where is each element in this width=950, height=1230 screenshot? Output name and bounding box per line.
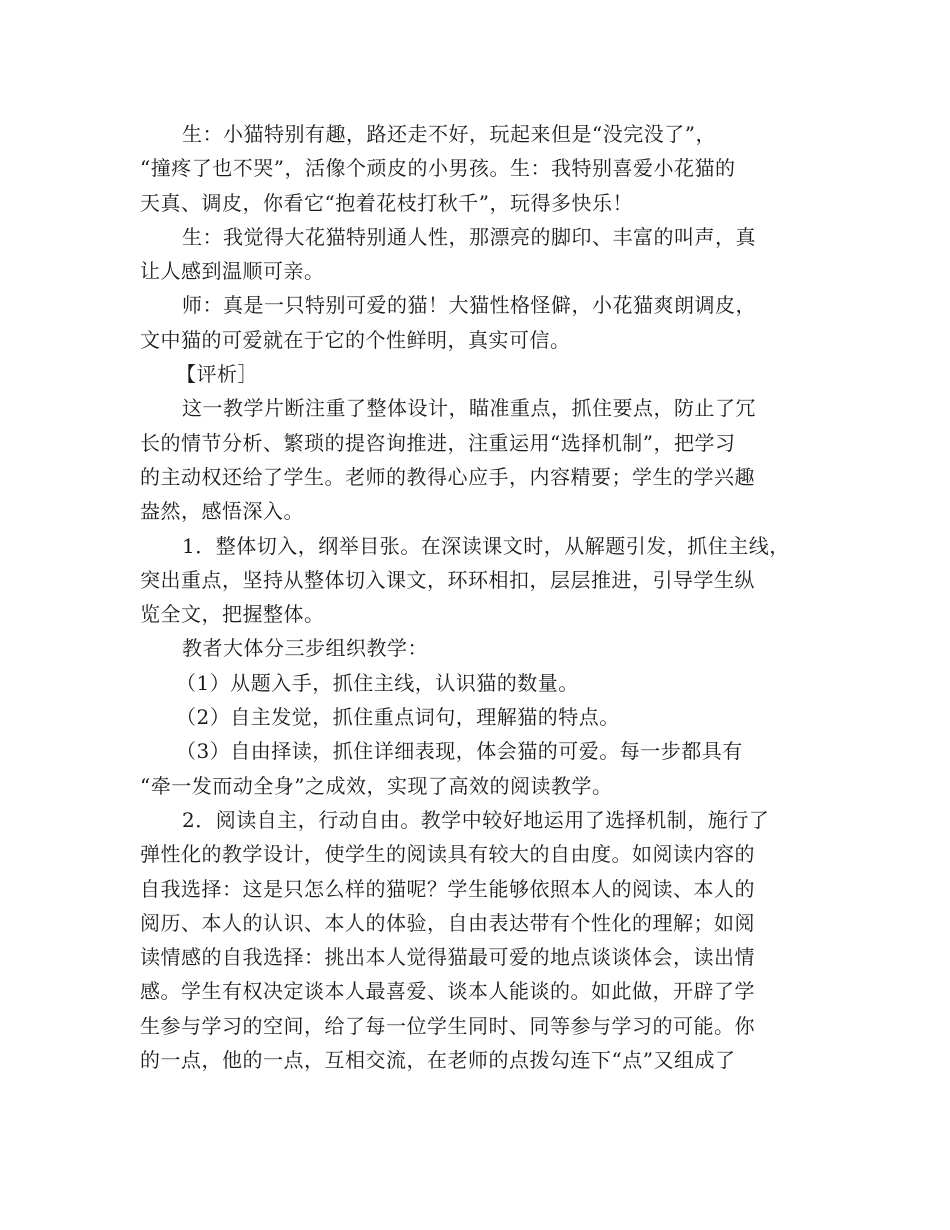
paragraph-line: 的一点，他的一点，互相交流，在老师的点拨勾连下“点”又组成了 bbox=[140, 1048, 736, 1073]
list-item: （2）自主发觉，抓住重点词句，理解猫的特点。 bbox=[176, 705, 620, 730]
paragraph-line: 长的情节分析、繁琐的提咨询推进，注重运用“选择机制”，把学习 bbox=[140, 430, 736, 455]
paragraph-line: 1．整体切入，纲举目张。在深读课文时，从解题引发，抓住主线， bbox=[182, 533, 790, 558]
paragraph-line: 弹性化的教学设计，使学生的阅读具有较大的自由度。如阅读内容的 bbox=[140, 842, 755, 867]
paragraph-line: 让人感到温顺可亲。 bbox=[140, 259, 325, 284]
paragraph-line: 教者大体分三步组织教学： bbox=[182, 636, 428, 661]
paragraph-line: 览全文，把握整体。 bbox=[140, 602, 325, 627]
paragraph-line: 自我选择：这是只怎么样的猫呢？学生能够依照本人的阅读、本人的 bbox=[140, 876, 755, 901]
paragraph-line: “撞疼了也不哭”，活像个顽皮的小男孩。生：我特别喜爱小花猫的 bbox=[140, 156, 736, 181]
paragraph-line: 阅历、本人的认识、本人的体验，自由表达带有个性化的理解；如阅 bbox=[140, 910, 755, 935]
paragraph-line: 生：我觉得大花猫特别通人性，那漂亮的脚印、丰富的叫声，真 bbox=[182, 224, 756, 249]
paragraph-line: 的主动权还给了学生。老师的教得心应手，内容精要；学生的学兴趣 bbox=[140, 464, 755, 489]
list-item: （3）自由择读，抓住详细表现，体会猫的可爱。每一步都具有 bbox=[176, 739, 743, 764]
paragraph-line: 师：真是一只特别可爱的猫！大猫性格怪僻，小花猫爽朗调皮， bbox=[182, 293, 756, 318]
paragraph-line: 这一教学片断注重了整体设计，瞄准重点，抓住要点，防止了冗 bbox=[182, 396, 756, 421]
paragraph-line: 文中猫的可爱就在于它的个性鲜明，真实可信。 bbox=[140, 327, 571, 352]
paragraph-line: “牵一发而动全身”之成效，实现了高效的阅读教学。 bbox=[140, 773, 613, 798]
paragraph-line: 读情感的自我选择：挑出本人觉得猫最可爱的地点谈谈体会，读出情 bbox=[140, 945, 755, 970]
paragraph-line: 盎然，感悟深入。 bbox=[140, 499, 304, 524]
paragraph-line: 生：小猫特别有趣，路还走不好，玩起来但是“没完没了”， bbox=[182, 122, 716, 146]
section-heading: 【评析］ bbox=[176, 362, 258, 387]
paragraph-line: 突出重点，坚持从整体切入课文，环环相扣，层层推进，引导学生纵 bbox=[140, 567, 755, 592]
paragraph-line: 感。学生有权决定谈本人最喜爱、谈本人能谈的。如此做，开辟了学 bbox=[140, 979, 755, 1004]
list-item: （1）从题入手，抓住主线，认识猫的数量。 bbox=[176, 670, 579, 695]
paragraph-line: 2．阅读自主，行动自由。教学中较好地运用了选择机制，施行了 bbox=[182, 807, 770, 832]
paragraph-line: 生参与学习的空间，给了每一位学生同时、同等参与学习的可能。你 bbox=[140, 1013, 755, 1038]
paragraph-line: 天真、调皮，你看它“抱着花枝打秋千”，玩得多快乐！ bbox=[140, 190, 633, 215]
document-page bbox=[140, 117, 810, 1077]
